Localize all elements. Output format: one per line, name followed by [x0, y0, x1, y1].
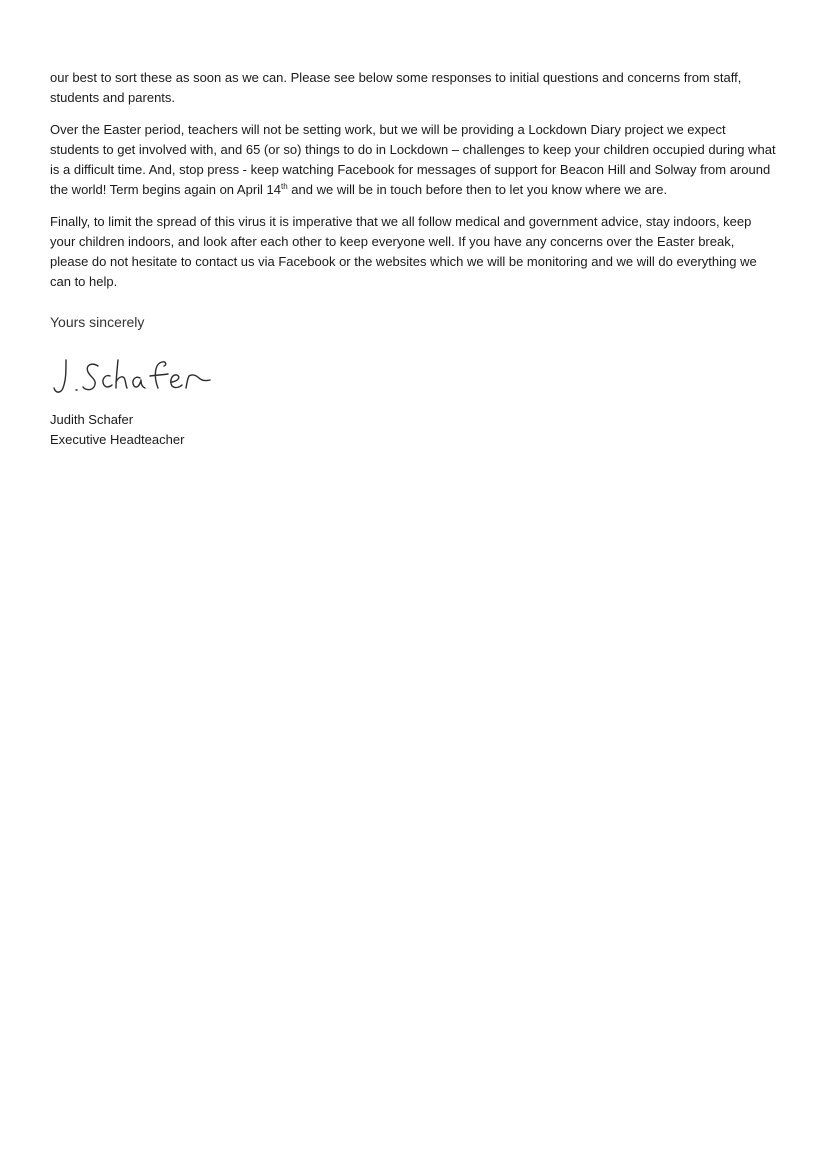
paragraph-easter [50, 120, 776, 200]
signatory-title: Executive Headteacher [50, 432, 185, 447]
signatory-name: Judith Schafer [50, 412, 134, 427]
paragraph-intro [50, 68, 776, 108]
handwritten-signature [50, 350, 220, 402]
paragraph-finally-text: Finally, to limit the spread of this virus it is imperative that we all follow medical and government advice, stay indoors, keep your children indoors, and look after each other to keep everyone well. If you have any concerns over the Easter break, please do not hesitate to contact us via Facebook or the websites which we will be monitoring and we will do everything we can to help. [50, 214, 757, 289]
paragraph-easter-text-end: and we will be in touch before then to let you know where we are. [287, 182, 668, 197]
letter-body [50, 68, 776, 450]
signature-block [50, 410, 776, 450]
paragraph-easter-text-start: Over the Easter period, teachers will not be setting work, but we will be providing a Lockdown Diary project we expect students to get involved with, and 65 (or so) things to do in Lockdown – challenges to keep your children occupied during what is a difficult time. And, stop press - keep watching Facebook for messages of support for Beacon Hill and Solway from around the world! Term begins again on April 14 [50, 122, 776, 197]
paragraph-intro-text: our best to sort these as soon as we can. Please see below some responses to initial questions and concerns from staff, students and parents. [50, 70, 742, 105]
ordinal-suffix: th [281, 182, 288, 191]
closing-salutation: Yours sincerely [50, 314, 145, 330]
paragraph-finally [50, 212, 776, 292]
